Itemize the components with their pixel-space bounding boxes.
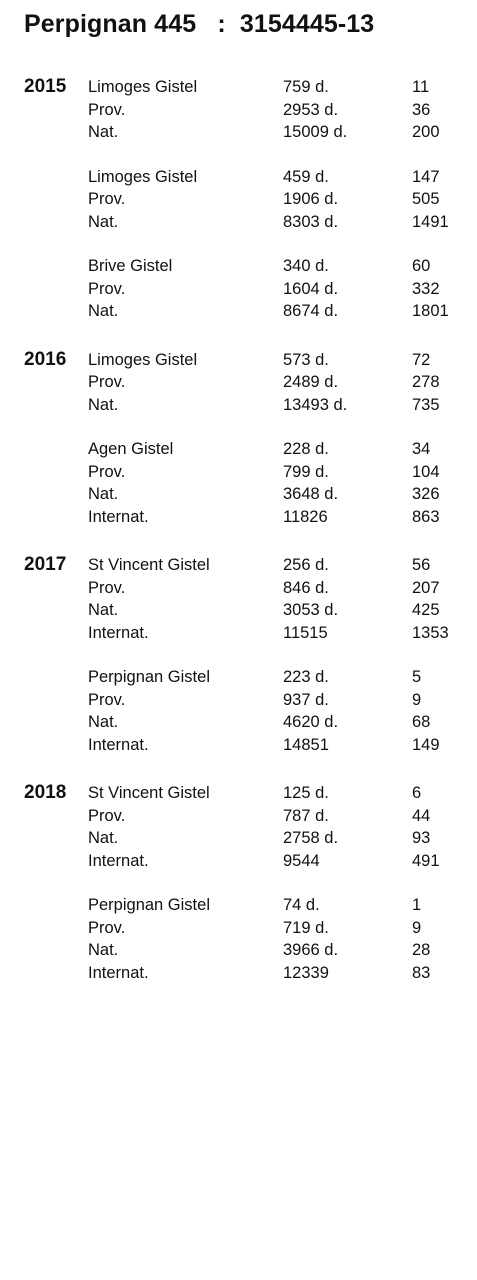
row-rank: 36 xyxy=(412,100,431,119)
row-value: 3648 d. xyxy=(283,485,339,503)
result-row xyxy=(0,349,477,371)
row-rank: 104 xyxy=(412,462,440,481)
row-value: 340 d. xyxy=(283,257,329,275)
year-heading: 2017 xyxy=(24,554,67,575)
row-value: 459 d. xyxy=(283,167,329,186)
result-row xyxy=(0,188,477,210)
result-row xyxy=(0,121,477,143)
result-row xyxy=(0,622,477,644)
row-rank: 44 xyxy=(412,806,431,825)
row-value: 2489 d. xyxy=(283,373,339,391)
page-title: Perpignan 445 : 3154445-13 xyxy=(24,10,375,38)
result-row xyxy=(0,939,477,961)
row-rank: 28 xyxy=(412,941,431,959)
row-value: 719 d. xyxy=(283,918,329,937)
row-value: 11515 xyxy=(283,623,328,642)
row-rank: 332 xyxy=(412,279,440,298)
row-label: Internat. xyxy=(88,507,149,526)
result-row xyxy=(0,506,477,528)
row-label: Prov. xyxy=(88,373,126,391)
row-value: 14851 xyxy=(283,735,329,754)
row-label: Internat. xyxy=(88,963,149,982)
row-rank: 491 xyxy=(412,851,440,870)
row-rank: 83 xyxy=(412,963,431,982)
row-label: Nat. xyxy=(88,485,119,503)
row-label: Nat. xyxy=(88,212,119,231)
result-row xyxy=(0,962,477,984)
result-row xyxy=(0,782,477,804)
row-value: 9544 xyxy=(283,851,320,870)
row-label: Prov. xyxy=(88,279,126,298)
result-row xyxy=(0,599,477,621)
row-label: Prov. xyxy=(88,462,126,481)
row-value: 1604 d. xyxy=(283,279,339,298)
row-rank: 1801 xyxy=(412,302,449,320)
result-row xyxy=(0,255,477,277)
row-label: Internat. xyxy=(88,623,149,642)
result-row xyxy=(0,99,477,121)
row-label: Nat. xyxy=(88,123,119,141)
row-rank: 6 xyxy=(412,784,422,802)
row-value: 787 d. xyxy=(283,806,329,825)
row-rank: 9 xyxy=(412,918,422,937)
result-row xyxy=(0,894,477,916)
row-label: Nat. xyxy=(88,395,119,414)
row-value: 228 d. xyxy=(283,440,329,458)
year-heading: 2015 xyxy=(24,76,67,97)
row-rank: 200 xyxy=(412,123,440,141)
row-value: 3053 d. xyxy=(283,601,339,619)
result-row xyxy=(0,461,477,483)
row-label: Limoges Gistel xyxy=(88,350,198,369)
row-rank: 735 xyxy=(412,395,440,414)
row-label: Perpignan Gistel xyxy=(88,896,210,914)
row-rank: 1353 xyxy=(412,623,449,642)
row-value: 4620 d. xyxy=(283,713,339,731)
row-value: 937 d. xyxy=(283,690,329,709)
row-label: Perpignan Gistel xyxy=(88,668,210,686)
row-label: Prov. xyxy=(88,578,126,597)
row-rank: 56 xyxy=(412,556,431,574)
row-label: Nat. xyxy=(88,829,119,847)
row-label: Prov. xyxy=(88,190,126,208)
result-row xyxy=(0,211,477,233)
row-rank: 9 xyxy=(412,690,422,709)
result-row xyxy=(0,278,477,300)
row-rank: 5 xyxy=(412,668,422,686)
row-label: Agen Gistel xyxy=(88,440,174,458)
row-value: 223 d. xyxy=(283,668,329,686)
year-heading: 2016 xyxy=(24,348,67,370)
row-label: Prov. xyxy=(88,918,126,937)
row-value: 8674 d. xyxy=(283,302,339,320)
row-rank: 72 xyxy=(412,350,431,369)
row-value: 2953 d. xyxy=(283,100,339,119)
row-label: Nat. xyxy=(88,713,119,731)
row-rank: 278 xyxy=(412,373,440,391)
result-row xyxy=(0,917,477,939)
row-value: 1906 d. xyxy=(283,190,339,208)
result-row xyxy=(0,711,477,733)
row-rank: 68 xyxy=(412,713,431,731)
row-value: 759 d. xyxy=(283,78,329,96)
result-row xyxy=(0,76,477,98)
row-label: Internat. xyxy=(88,735,149,754)
row-value: 846 d. xyxy=(283,578,329,597)
row-label: Prov. xyxy=(88,690,126,709)
row-value: 11826 xyxy=(283,507,328,526)
result-row xyxy=(0,577,477,599)
result-row xyxy=(0,689,477,711)
result-row xyxy=(0,554,477,576)
row-label: Internat. xyxy=(88,851,149,870)
result-row xyxy=(0,483,477,505)
row-value: 125 d. xyxy=(283,784,329,802)
row-rank: 505 xyxy=(412,190,440,208)
row-rank: 863 xyxy=(412,507,440,526)
result-row xyxy=(0,300,477,322)
result-row xyxy=(0,666,477,688)
row-rank: 147 xyxy=(412,167,440,186)
row-label: Nat. xyxy=(88,302,119,320)
row-value: 799 d. xyxy=(283,462,329,481)
row-value: 256 d. xyxy=(283,556,329,574)
row-label: Limoges Gistel xyxy=(88,78,198,96)
result-row xyxy=(0,394,477,416)
result-row xyxy=(0,805,477,827)
row-rank: 207 xyxy=(412,578,440,597)
result-row xyxy=(0,371,477,393)
row-value: 13493 d. xyxy=(283,395,348,414)
row-rank: 93 xyxy=(412,829,431,847)
row-value: 573 d. xyxy=(283,350,329,369)
row-label: Nat. xyxy=(88,941,119,959)
row-value: 12339 xyxy=(283,963,329,982)
year-heading: 2018 xyxy=(24,782,67,803)
row-label: Prov. xyxy=(88,806,126,825)
result-row xyxy=(0,850,477,872)
row-rank: 60 xyxy=(412,257,431,275)
row-value: 15009 d. xyxy=(283,123,348,141)
result-row xyxy=(0,438,477,460)
row-rank: 326 xyxy=(412,485,440,503)
row-rank: 1 xyxy=(412,896,422,914)
result-row xyxy=(0,734,477,756)
row-label: Limoges Gistel xyxy=(88,167,198,186)
row-value: 8303 d. xyxy=(283,212,339,231)
row-value: 2758 d. xyxy=(283,829,339,847)
row-rank: 1491 xyxy=(412,212,449,231)
row-label: Nat. xyxy=(88,601,119,619)
result-row xyxy=(0,166,477,188)
row-rank: 11 xyxy=(412,78,430,96)
row-rank: 149 xyxy=(412,735,440,754)
row-label: Brive Gistel xyxy=(88,257,173,275)
row-label: Prov. xyxy=(88,100,126,119)
row-rank: 425 xyxy=(412,601,440,619)
row-value: 74 d. xyxy=(283,896,320,914)
row-label: St Vincent Gistel xyxy=(88,784,210,802)
row-rank: 34 xyxy=(412,440,431,458)
result-row xyxy=(0,827,477,849)
row-label: St Vincent Gistel xyxy=(88,556,210,574)
row-value: 3966 d. xyxy=(283,941,339,959)
